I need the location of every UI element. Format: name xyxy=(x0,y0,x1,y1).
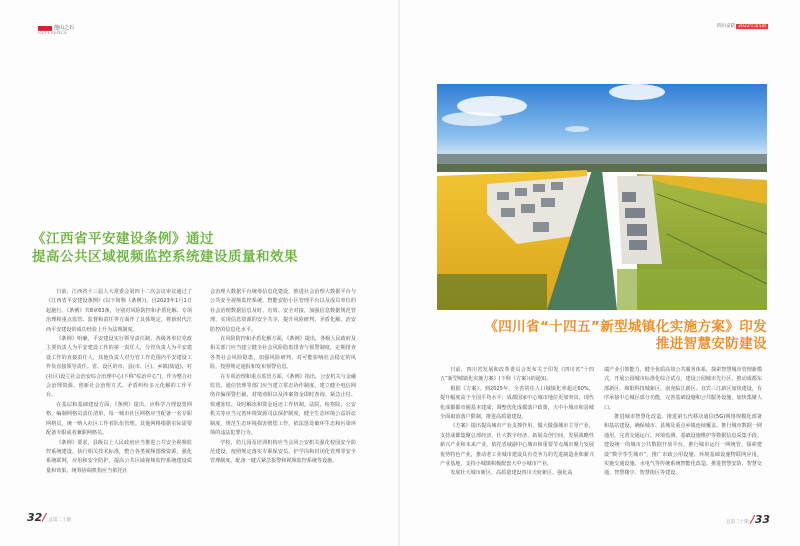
paragraph: 在风险防控和矛盾化解方面，《条例》提出，各级人民政府及相关部门应当建立健全社会风险隐患排查与预警制度，定期排查各类社会风险隐患，加强风险研判，对可能影响社会稳定的风险，按照规定通报和发布预警信息。 xyxy=(210,336,356,371)
article-title-left xyxy=(32,230,372,266)
paragraph: 推进城市智慧化改造。推进第五代移动通信(5G)网络规模化部署和基站建设，确保城市、县城及重点乡镇连续覆盖。推行城市数据一网通用，完善交通运行、环境监测、基础设施维护等数据信息采集手段。建设统一的城市公共数据开放平台。推行城市运行一网统管，探索建设“数字孪生城市”，推广市政公用设施、环境基础设施物联网应用，实施交通设施、水电气等传统系统智能化改造。推进智慧安防、智慧交通、智慧楼宇、智慧街区等建设。 xyxy=(604,414,762,477)
section-header xyxy=(38,25,74,37)
village-photo-image xyxy=(437,84,767,310)
title-line: 提高公共区域视频监控系统建设质量和效果 xyxy=(32,249,298,265)
paragraph: 日前，四川省发展和改革委员会发布关于印发《四川省“十四五”新型城镇化实施方案》(下称《方案》)的通知。 xyxy=(440,367,594,383)
magazine-header xyxy=(717,23,768,29)
paragraph: 端产业引领能力，健全优质高效公共服务体系，探索智慧城市管理新模式，开展公园城市标准化综合试点，建设公园城市先行区。推动成都东部新区、绵阳科技城新区、南充临江新区、宜宾三江新区加快建设，有序承接中心城区部分功能，完善基础设施和公共服务设施，加快集聚人口。 xyxy=(604,367,762,411)
article-title-right xyxy=(427,319,767,353)
paragraph: 学校、幼儿园及培训机构应当会同公安机关强化校园安全防范建设，按照规定落实专职保安员、护学岗和封闭化管理等安全管理制度，配备一键式紧急报警和视频监控系统等设施。 xyxy=(210,439,356,465)
issue-label: 总第二十期 xyxy=(48,518,71,523)
paragraph: 《条例》要求，县级以上人民政府应当推进公共安全视频监控系统建设，执行相关技术标准，整合各类视频图像资源，强化系统联网，应用和安全防护，提高公共区域视频监控系统建设质量和效果。统筹协调机构应当依托社 xyxy=(46,439,192,474)
title-line: 推进智慧安防建设 xyxy=(655,336,767,352)
title-line: 《四川省“十四五”新型城镇化实施方案》印发 xyxy=(484,319,767,335)
section-name: 他山之石 xyxy=(54,25,75,31)
slash-icon: / xyxy=(750,513,755,526)
red-bar-icon xyxy=(38,26,52,31)
slash-icon: / xyxy=(42,511,47,524)
page-number: 33 xyxy=(754,513,770,526)
magazine-name: 四川安防 xyxy=(717,24,736,29)
paragraph: 根据《方案》，到2025年，全省常住人口城镇化率超过60%，提升幅度高于全国平均水平；成都国家中心城市地位更加突出，现代化成都都市圈基本建成；调整优化成都落户政策，大中小城市和县城全面取消落户限制，推进高质量建设。 xyxy=(440,385,594,421)
paragraph: 日前，江西省十三届人大常委会第四十二次会议审议通过了《江西省平安建设条例》(以下简称《条例》)，自2023年1月1日起施行。《条例》共8章63条，分别对风险防控和矛盾化解、专项治理和重点监管、监督和责任等方面作了具体规定，将新时代江西平安建设的成功经验上升为法规制度。 xyxy=(46,289,192,333)
paragraph: 《条例》明确，平安建设实行领导责任制。各级各单位党政主要负责人为平安建设工作的第一责任人，分管负责人为平安建设工作的直接责任人，其他负责人对分管工作范围内平安建设工作负直接领导责任。省、设区的市、县(市、区)、乡镇(街道)、村(社区)设立社会治安综合治理中心(下称“综治中心”)，作为整合社会治理资源、创新社会治理方式、矛盾纠纷多元化解的工作平台。 xyxy=(46,336,192,399)
section-name-en: REFERENCE xyxy=(38,31,68,36)
aerial-photo xyxy=(437,84,767,310)
page-folio-right xyxy=(724,513,770,526)
paragraph: 会治理大数据平台统筹信息化建设，推进社会治理大数据平台与公共安全视频监控系统、智能安防小区管理平台以及成员单位的社会治理数据信息及时、有效、安全对接，加强信息数据规范管理，实现信息资源的安全共享，提升风险研判、矛盾化解、治安防控的信息化水平。 xyxy=(210,289,356,333)
issue-badge: 2022年第5期 xyxy=(738,23,766,29)
article-column-3 xyxy=(440,366,594,479)
article-column-4 xyxy=(604,366,762,479)
paragraph: 在基层和基础建设方面，《条例》提出，应科学合理设置网格，编制网格员责任清单，每一城市社区网格应当配备一名专职网格员，统一纳入社区工作者队伍管理。其他网格根据实际需要配备专职或者兼职网格员。 xyxy=(46,401,192,437)
page-number: 32 xyxy=(27,511,43,524)
article-column-1 xyxy=(46,288,192,476)
paragraph: 发展壮大城市新区，高质量建设四川天府新区，强化高 xyxy=(450,470,573,477)
page-folio-left xyxy=(27,511,73,524)
paragraph: 在专项治理和重点监管方面，《条例》指出，公安机关与金融监管、通信管理等部门应当建立常态协作制度，建立健全电信网络诈骗预警拦截、封堵劝阻以及涉案资金即时查询、紧急止付、快速冻结、及时解冻和资金返还工作机制。法院、检察院、公安机关等应当完善环境资源司法保护制度，健全生态环境公益诉讼制度，规范生态环境损害赔偿工作，依法惩处破坏生态和污染环境的违法犯罪行为。 xyxy=(210,373,356,437)
paragraph: 《方案》提出提高城市产业支撑作用，做大做强城市主导产业，支持成都集聚总部经济，壮大数字经济，拓展众创空间，发展战略性新兴产业和未来产业，依托省域副中心城市和重要节点城市聚力发展优势特色产业，推动老工业城市建设具有竞争力的先进制造业和新兴产业基地，支持小城镇积极配套大中小城市产业。 xyxy=(440,423,594,468)
article-column-2 xyxy=(210,288,356,467)
title-line: 《江西省平安建设条例》通过 xyxy=(32,231,214,247)
issue-label: 总第二十期 xyxy=(726,520,749,525)
